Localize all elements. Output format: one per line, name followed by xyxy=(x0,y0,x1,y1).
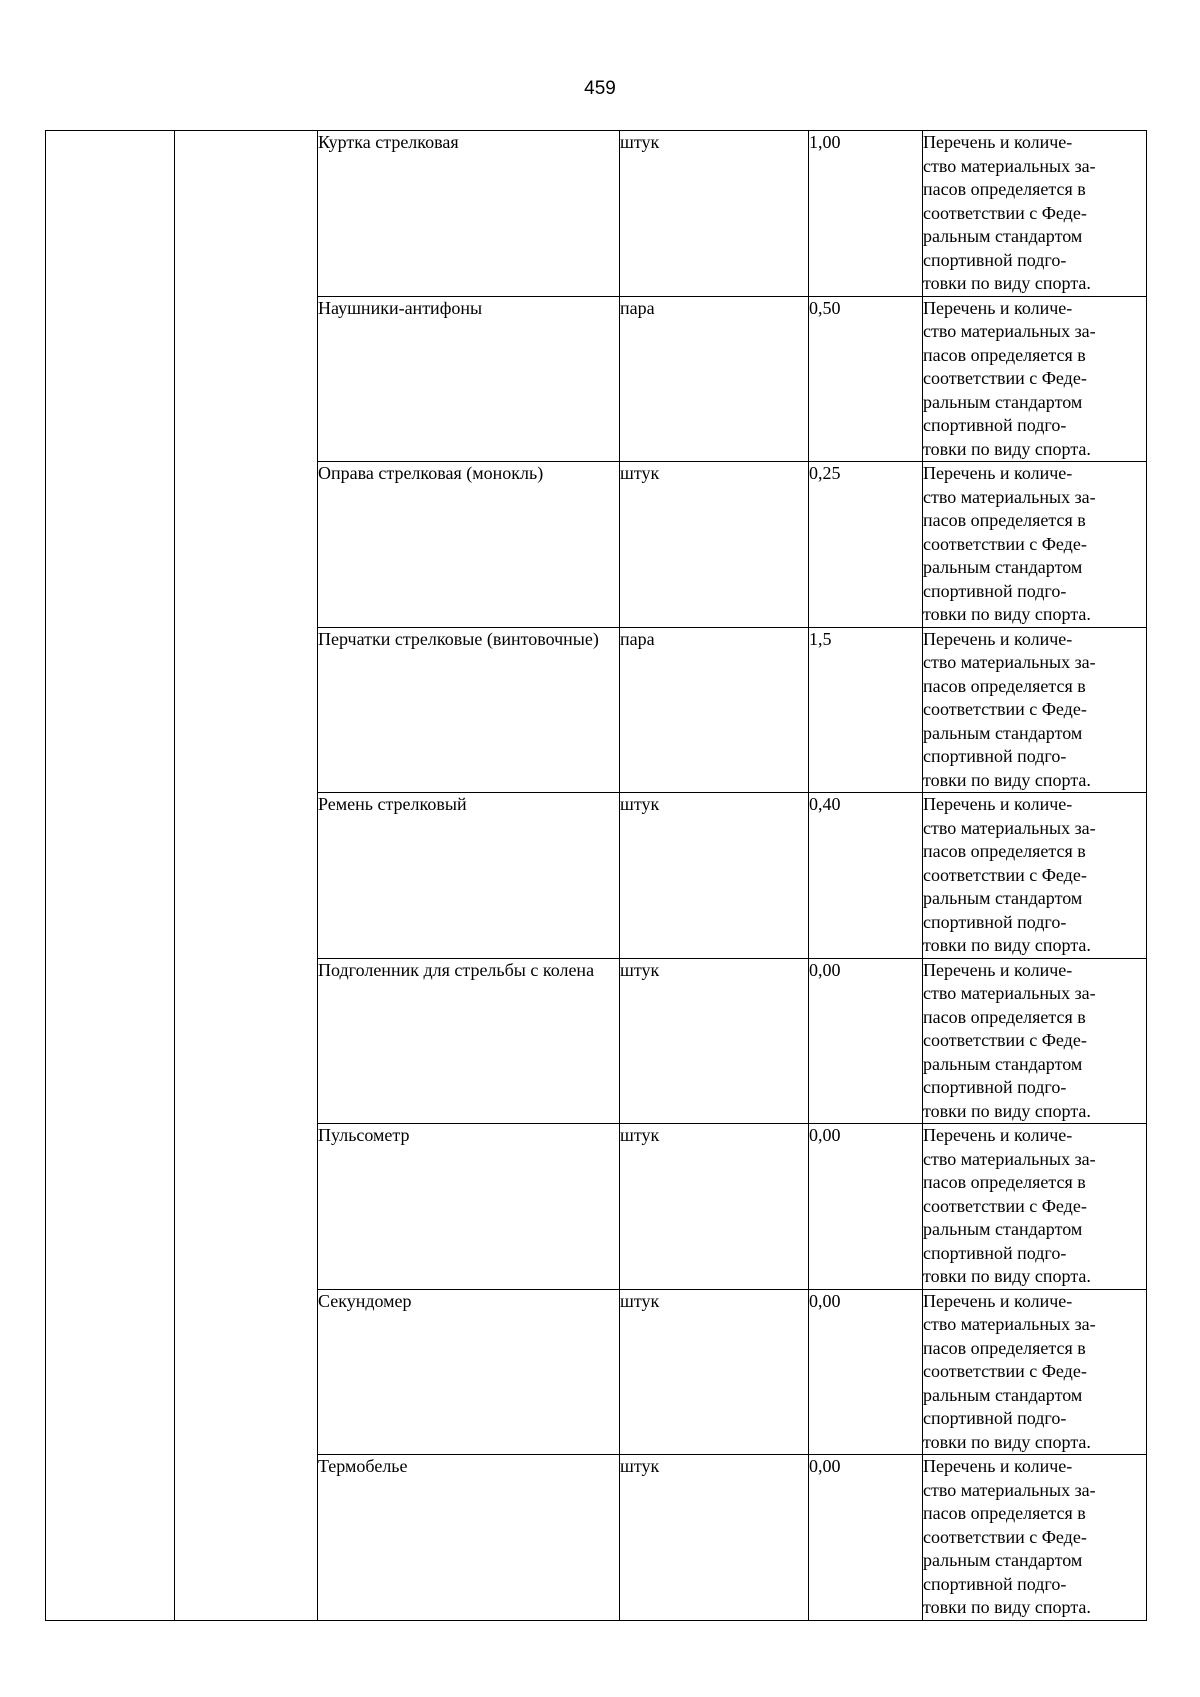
item-unit-cell: пара xyxy=(620,296,809,462)
blank-column-1 xyxy=(46,131,175,1621)
note-line: пасов определяется в xyxy=(923,1337,1086,1358)
note-line: спортивной подго- xyxy=(923,580,1067,601)
note-line: ство материальных за- xyxy=(923,983,1096,1003)
note-line: товки по виду спорта. xyxy=(923,1431,1091,1452)
item-unit-cell: штук xyxy=(620,1289,809,1455)
item-name-cell: Ремень стрелковый xyxy=(318,793,620,959)
note-line: спортивной подго- xyxy=(923,1573,1067,1594)
item-note-cell xyxy=(923,1455,1147,1621)
note-line: Перечень и количе- xyxy=(923,959,1073,980)
item-quantity-cell: 0,25 xyxy=(809,462,923,628)
note-line: соответствии с Феде- xyxy=(923,1526,1087,1547)
blank-column-2 xyxy=(175,131,318,1621)
item-unit-cell: штук xyxy=(620,793,809,959)
note-line: соответствии с Феде- xyxy=(923,368,1087,388)
note-line: товки по виду спорта. xyxy=(923,604,1091,624)
item-quantity-cell: 0,40 xyxy=(809,793,923,959)
note-line: товки по виду спорта. xyxy=(923,1597,1091,1617)
note-line: товки по виду спорта. xyxy=(923,935,1091,955)
note-line: пасов определяется в xyxy=(923,675,1086,696)
item-quantity-cell: 0,00 xyxy=(809,1124,923,1290)
equipment-table-body xyxy=(46,131,1147,1621)
item-name-cell: Оправа стрелковая (монокль) xyxy=(318,462,620,628)
note-line: пасов определяется в xyxy=(923,1006,1086,1027)
item-name-cell: Термобелье xyxy=(318,1455,620,1621)
item-quantity-cell: 0,00 xyxy=(809,1289,923,1455)
item-unit-cell: штук xyxy=(620,131,809,297)
item-quantity-cell: 0,00 xyxy=(809,1455,923,1621)
note-line: товки по виду спорта. xyxy=(923,1266,1091,1286)
note-line: спортивной подго- xyxy=(923,415,1067,435)
note-line: ство материальных за- xyxy=(923,817,1096,838)
note-line: спортивной подго- xyxy=(923,249,1067,270)
item-name-cell: Перчатки стрелковые (винтовочные) xyxy=(318,627,620,793)
note-line: соответствии с Феде- xyxy=(923,864,1087,885)
note-line: Перечень и количе- xyxy=(923,1456,1073,1476)
note-line: Перечень и количе- xyxy=(923,1125,1073,1145)
note-line: соответствии с Феде- xyxy=(923,1030,1087,1050)
note-line: соответствии с Феде- xyxy=(923,202,1087,223)
note-line: ство материальных за- xyxy=(923,155,1096,176)
note-line: ральным стандартом xyxy=(923,722,1083,743)
item-unit-cell: пара xyxy=(620,627,809,793)
note-line: спортивной подго- xyxy=(923,911,1067,932)
note-line: пасов определяется в xyxy=(923,510,1086,530)
item-quantity-cell: 1,5 xyxy=(809,627,923,793)
item-note-cell xyxy=(923,1289,1147,1455)
item-note-cell xyxy=(923,793,1147,959)
note-line: Перечень и количе- xyxy=(923,463,1073,483)
note-line: пасов определяется в xyxy=(923,1503,1086,1523)
note-line: пасов определяется в xyxy=(923,179,1086,199)
note-line: ральным стандартом xyxy=(923,1219,1083,1239)
note-line: соответствии с Феде- xyxy=(923,1195,1087,1216)
note-line: ство материальных за- xyxy=(923,652,1096,672)
note-line: ство материальных за- xyxy=(923,1148,1096,1169)
note-line: ральным стандартом xyxy=(923,888,1083,908)
note-line: ральным стандартом xyxy=(923,1053,1083,1074)
note-line: ство материальных за- xyxy=(923,1314,1096,1334)
item-quantity-cell: 1,00 xyxy=(809,131,923,297)
note-line: Перечень и количе- xyxy=(923,628,1073,649)
note-line: ральным стандартом xyxy=(923,226,1083,246)
item-note-cell xyxy=(923,627,1147,793)
note-line: спортивной подго- xyxy=(923,1408,1067,1428)
item-unit-cell: штук xyxy=(620,1124,809,1290)
note-line: соответствии с Феде- xyxy=(923,699,1087,719)
note-line: спортивной подго- xyxy=(923,1077,1067,1097)
note-line: Перечень и количе- xyxy=(923,794,1073,814)
note-line: Перечень и количе- xyxy=(923,132,1073,152)
item-note-cell xyxy=(923,296,1147,462)
item-note-cell xyxy=(923,1124,1147,1290)
item-name-cell: Наушники-антифоны xyxy=(318,296,620,462)
note-line: соответствии с Феде- xyxy=(923,1361,1087,1381)
note-line: соответствии с Феде- xyxy=(923,533,1087,554)
note-line: пасов определяется в xyxy=(923,841,1086,861)
note-line: ральным стандартом xyxy=(923,1384,1083,1405)
note-line: Перечень и количе- xyxy=(923,297,1073,318)
note-line: пасов определяется в xyxy=(923,1172,1086,1192)
note-line: ство материальных за- xyxy=(923,1479,1096,1500)
note-line: товки по виду спорта. xyxy=(923,1100,1091,1121)
note-line: Перечень и количе- xyxy=(923,1290,1073,1311)
item-unit-cell: штук xyxy=(620,958,809,1124)
item-note-cell xyxy=(923,462,1147,628)
item-name-cell: Пульсометр xyxy=(318,1124,620,1290)
note-line: спортивной подго- xyxy=(923,746,1067,766)
item-name-cell: Куртка стрелковая xyxy=(318,131,620,297)
note-line: ральным стандартом xyxy=(923,557,1083,577)
item-name-cell: Секундомер xyxy=(318,1289,620,1455)
page-number: 459 xyxy=(584,78,616,99)
note-line: ральным стандартом xyxy=(923,391,1083,412)
item-unit-cell: штук xyxy=(620,462,809,628)
item-quantity-cell: 0,00 xyxy=(809,958,923,1124)
item-note-cell xyxy=(923,131,1147,297)
note-line: товки по виду спорта. xyxy=(923,438,1091,459)
note-line: товки по виду спорта. xyxy=(923,769,1091,790)
item-note-cell xyxy=(923,958,1147,1124)
table-row xyxy=(46,131,1147,297)
note-line: спортивной подго- xyxy=(923,1242,1067,1263)
note-line: ство материальных за- xyxy=(923,321,1096,341)
item-name-cell: Подголенник для стрельбы с колена xyxy=(318,958,620,1124)
note-line: ство материальных за- xyxy=(923,486,1096,507)
note-line: товки по виду спорта. xyxy=(923,273,1091,293)
item-unit-cell: штук xyxy=(620,1455,809,1621)
note-line: пасов определяется в xyxy=(923,344,1086,365)
item-quantity-cell: 0,50 xyxy=(809,296,923,462)
note-line: ральным стандартом xyxy=(923,1550,1083,1570)
equipment-table xyxy=(45,130,1147,1621)
